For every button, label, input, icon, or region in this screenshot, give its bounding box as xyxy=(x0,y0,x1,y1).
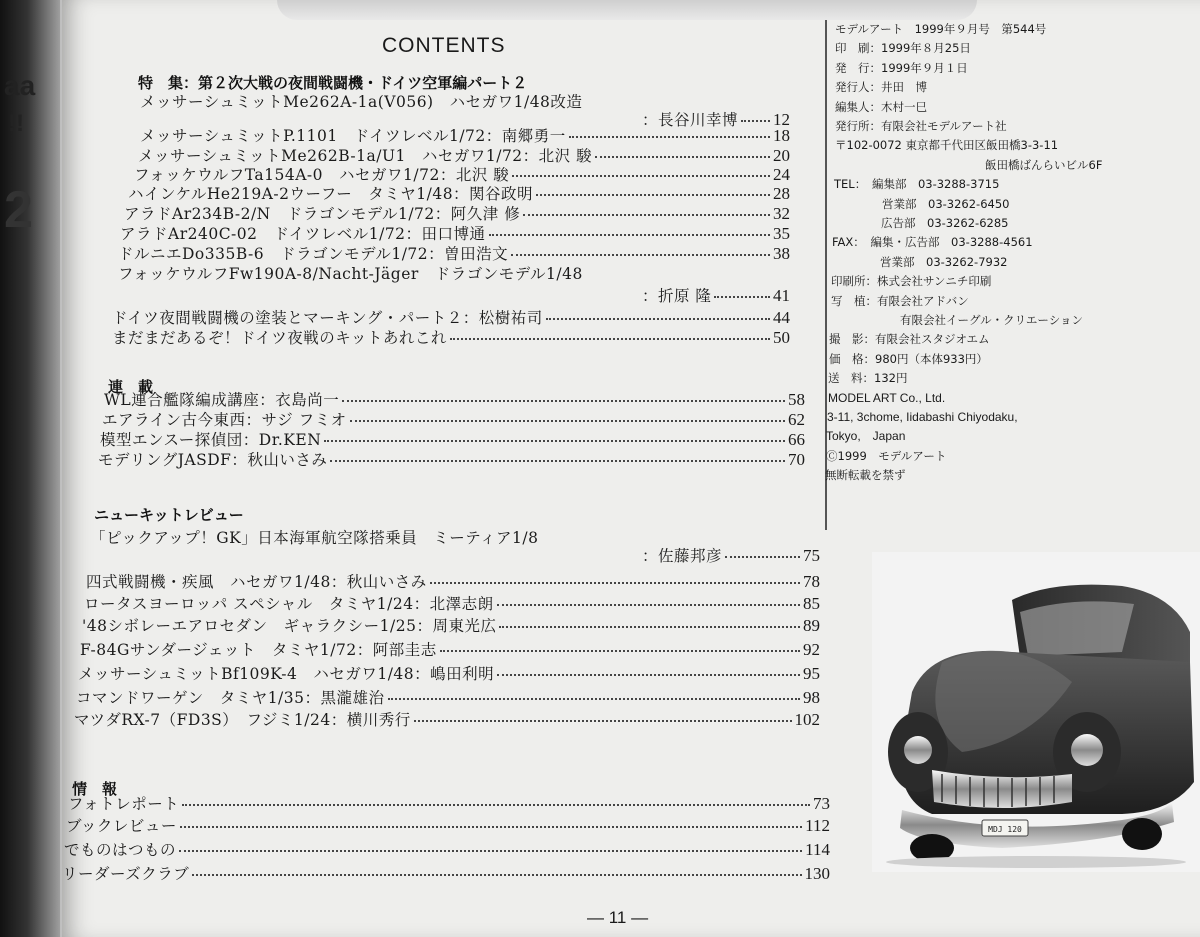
toc-entry xyxy=(102,410,805,430)
colophon-line: 印刷所：株式会社サンニチ印刷 xyxy=(831,274,992,289)
toc-entry-title: ロータスヨーロッパ スペシャル タミヤ1/24：北澤志朗 xyxy=(84,595,494,613)
toc-entry xyxy=(80,640,820,660)
toc-page-number: 38 xyxy=(773,244,790,263)
toc-entry-title: アラドAr234B-2/N ドラゴンモデル1/72：阿久津 修 xyxy=(124,205,521,223)
toc-entry xyxy=(78,664,820,684)
toc-page-number: 75 xyxy=(803,546,820,565)
colophon-line: 3-11, 3chome, Iidabashi Chiyodaku, xyxy=(827,410,1018,424)
toc-page-number: 98 xyxy=(803,688,820,707)
toc-entry-title: ドイツ夜間戦闘機の塗装とマーキング・パート２：松樹祐司 xyxy=(112,309,543,327)
colophon-line: 有限会社イーグル・クリエーション xyxy=(900,313,1083,327)
page-title: CONTENTS xyxy=(382,34,506,57)
toc-entry-title: ハインケルHe219A-2ウーフー タミヤ1/48：関谷政明 xyxy=(128,185,534,203)
toc-page-number: 85 xyxy=(803,594,820,613)
toc-page-number: 44 xyxy=(773,308,790,327)
leader-dots xyxy=(324,440,785,442)
toc-entry xyxy=(138,146,790,166)
leader-dots xyxy=(350,420,785,422)
toc-page-number: 50 xyxy=(773,328,790,347)
section-heading: 情 報 xyxy=(72,780,118,798)
toc-entry-title: まだまだあるぞ！ドイツ夜戦のキットあれこれ xyxy=(112,329,447,347)
toc-page-number: 35 xyxy=(773,224,790,243)
toc-entry xyxy=(76,688,820,708)
section-heading: 連 載 xyxy=(108,378,154,396)
section-heading: 特 集：第２次大戦の夜間戦闘機・ドイツ空軍編パート２ xyxy=(138,74,528,92)
toc-entry-title: アラドAr240C-02 ドイツレベル1/72：田口博通 xyxy=(120,225,486,243)
contents-page xyxy=(62,0,1200,937)
leader-dots xyxy=(489,234,770,236)
top-photo-edge xyxy=(277,0,977,20)
toc-entry-title: マツダRX-7（FD3S） フジミ1/24：横川秀行 xyxy=(74,711,411,729)
leader-dots xyxy=(330,460,785,462)
colophon-line: TEL： 編集部 03-3288-3715 xyxy=(834,177,1000,192)
toc-page-number: 95 xyxy=(803,664,820,683)
page-number: — 11 — xyxy=(587,908,649,927)
toc-entry xyxy=(66,816,830,836)
toc-entry-title: フォトレポート xyxy=(68,795,180,813)
spine-text: !! xyxy=(8,110,24,137)
license-plate: MDJ 120 xyxy=(988,825,1022,834)
toc-entry-title: 四式戦闘機・疾風 ハセガワ1/48：秋山いさみ xyxy=(86,573,427,591)
toc-page-number: 28 xyxy=(773,184,790,203)
colophon-line: 印 刷：1999年８月25日 xyxy=(835,41,971,56)
toc-entry-title: 模型エンスー探偵団：Dr.KEN xyxy=(100,431,322,449)
toc-page-number: 12 xyxy=(773,110,790,129)
leader-dots xyxy=(388,698,801,700)
toc-entry-title: F-84Gサンダージェット タミヤ1/72：阿部圭志 xyxy=(80,641,437,659)
toc-entry xyxy=(120,224,790,244)
chevrolet-photo xyxy=(872,552,1200,872)
colophon-line: 営業部 03-3262-6450 xyxy=(882,196,1010,211)
toc-entry-title: フォッケウルフTa154A-0 ハセガワ1/72：北沢 駿 xyxy=(134,166,510,184)
colophon-line: 発行所：有限会社モデルアート社 xyxy=(835,119,1007,133)
colophon-line: 撮 影：有限会社スタジオエム xyxy=(829,332,990,347)
leader-dots xyxy=(714,296,770,298)
colophon-line: 編集人：木村一巳 xyxy=(835,99,927,114)
toc-entry-title: ：長谷川幸博 xyxy=(642,111,739,129)
toc-entry xyxy=(112,308,790,328)
toc-entry-title: ：佐藤邦彦 xyxy=(642,547,723,565)
car-photo xyxy=(872,552,1200,872)
colophon-line: 広告部 03-3262-6285 xyxy=(881,216,1009,230)
toc-page-number: 112 xyxy=(805,816,830,835)
toc-entry xyxy=(104,390,805,410)
colophon-line: 価 格：980円（本体933円） xyxy=(829,351,988,366)
section-heading: ニューキットレビュー xyxy=(94,506,244,524)
leader-dots xyxy=(536,194,770,196)
toc-entry xyxy=(82,616,820,636)
toc-page-number: 62 xyxy=(788,410,805,429)
toc-entry xyxy=(118,264,583,284)
toc-entry-title: フォッケウルフFw190A-8/Nacht-Jäger ドラゴンモデル1/48 xyxy=(118,265,583,283)
toc-entry xyxy=(84,594,820,614)
toc-entry xyxy=(112,328,790,348)
leader-dots xyxy=(523,214,770,216)
toc-entry xyxy=(118,244,790,264)
leader-dots xyxy=(440,650,800,652)
colophon-line: 〒102-0072 東京都千代田区飯田橋3-3-11 xyxy=(835,138,1059,153)
toc-page-number: 20 xyxy=(773,146,790,165)
toc-entry-title: エアライン古今東西：サジ フミオ xyxy=(102,411,347,429)
leader-dots xyxy=(497,604,800,606)
spine-text: 2 xyxy=(4,181,33,239)
toc-entry xyxy=(140,92,582,112)
toc-entry xyxy=(90,528,538,548)
toc-entry xyxy=(74,710,820,730)
toc-entry xyxy=(98,450,805,470)
toc-page-number: 66 xyxy=(788,430,805,449)
leader-dots xyxy=(342,400,785,402)
spine-text: aa xyxy=(4,70,36,101)
toc-page-number: 24 xyxy=(773,165,790,184)
toc-page-number: 32 xyxy=(773,204,790,223)
toc-entry xyxy=(68,794,830,814)
toc-entry-title: WL連合艦隊編成講座：衣島尚一 xyxy=(104,391,340,409)
leader-dots xyxy=(182,804,810,806)
toc-entry-title: ：折原 隆 xyxy=(642,287,712,305)
toc-entry xyxy=(62,864,830,884)
toc-entry xyxy=(140,126,790,146)
colophon-line: 無断転載を禁ず xyxy=(825,468,906,483)
colophon-line: Ⓒ1999 モデルアート xyxy=(826,448,947,463)
leader-dots xyxy=(414,720,792,722)
toc-page-number: 18 xyxy=(773,126,790,145)
leader-dots xyxy=(569,136,770,138)
toc-entry xyxy=(128,184,790,204)
leader-dots xyxy=(430,582,800,584)
leader-dots xyxy=(180,826,802,828)
toc-entry-title: ドルニエDo335B-6 ドラゴンモデル1/72：曽田浩文 xyxy=(118,245,509,263)
toc-page-number: 114 xyxy=(805,840,830,859)
toc-page-number: 92 xyxy=(803,640,820,659)
toc-entry xyxy=(64,840,830,860)
toc-entry xyxy=(86,572,820,592)
toc-entry-title: ブックレビュー xyxy=(66,817,177,835)
toc-entry-title: メッサーシュミットMe262B-1a/U1 ハセガワ1/72：北沢 駿 xyxy=(138,147,593,165)
toc-entry xyxy=(642,286,790,306)
toc-page-number: 41 xyxy=(773,286,790,305)
toc-entry xyxy=(124,204,790,224)
toc-page-number: 70 xyxy=(788,450,805,469)
leader-dots xyxy=(595,156,770,158)
toc-entry-title: モデリングJASDF：秋山いさみ xyxy=(98,451,328,469)
toc-entry-title: コマンドワーゲン タミヤ1/35：黒瀧雄治 xyxy=(76,689,385,707)
toc-entry-title: メッサーシュミットBf109K-4 ハセガワ1/48：嶋田利明 xyxy=(78,665,495,683)
toc-page-number: 58 xyxy=(788,390,805,409)
toc-entry-title: でものはつもの xyxy=(64,841,177,859)
leader-dots xyxy=(725,556,800,558)
leader-dots xyxy=(512,175,770,177)
colophon-line: 飯田橋ばんらいビル6F xyxy=(985,157,1103,172)
leader-dots xyxy=(511,254,770,256)
toc-page-number: 73 xyxy=(813,794,830,813)
leader-dots xyxy=(192,874,801,876)
toc-entry-title: メッサーシュミットMe262A-1a(V056) ハセガワ1/48改造 xyxy=(140,93,583,111)
colophon-line: MODEL ART Co., Ltd. xyxy=(828,390,946,405)
toc-entry-title: '48シボレーエアロセダン ギャラクシー1/25：周東光広 xyxy=(82,617,497,635)
colophon-line: 発 行：1999年９月１日 xyxy=(835,60,968,75)
toc-page-number: 130 xyxy=(804,864,830,883)
colophon-line: 写 植：有限会社アドバン xyxy=(831,293,969,308)
toc-entry-title: メッサーシュミットP.1101 ドイツレベル1/72：南郷勇一 xyxy=(140,127,566,145)
leader-dots xyxy=(741,120,770,122)
toc-entry xyxy=(642,546,820,566)
colophon-line: FAX： 編集・広告部 03-3288-4561 xyxy=(832,235,1033,250)
colophon-line: Tokyo, Japan xyxy=(826,429,906,444)
colophon-line: 送 料：132円 xyxy=(828,371,908,386)
toc-page-number: 89 xyxy=(803,616,820,635)
leader-dots xyxy=(499,626,800,628)
toc-entry xyxy=(100,430,805,450)
toc-entry xyxy=(134,165,790,185)
leader-dots xyxy=(497,674,800,676)
toc-entry-title: 「ピックアップ！GK」日本海軍航空隊搭乗員 ミーティア1/8 xyxy=(90,529,539,547)
colophon-line: 営業部 03-3262-7932 xyxy=(880,254,1008,269)
colophon-line: 発行人：井田 博 xyxy=(835,80,927,95)
toc-page-number: 78 xyxy=(803,572,820,591)
leader-dots xyxy=(546,318,770,320)
leader-dots xyxy=(450,338,770,340)
toc-page-number: 102 xyxy=(794,710,820,729)
colophon-line: モデルアート 1999年９月号 第544号 xyxy=(835,22,1047,36)
leader-dots xyxy=(179,850,802,852)
toc-entry-title: リーダーズクラブ xyxy=(62,865,190,883)
